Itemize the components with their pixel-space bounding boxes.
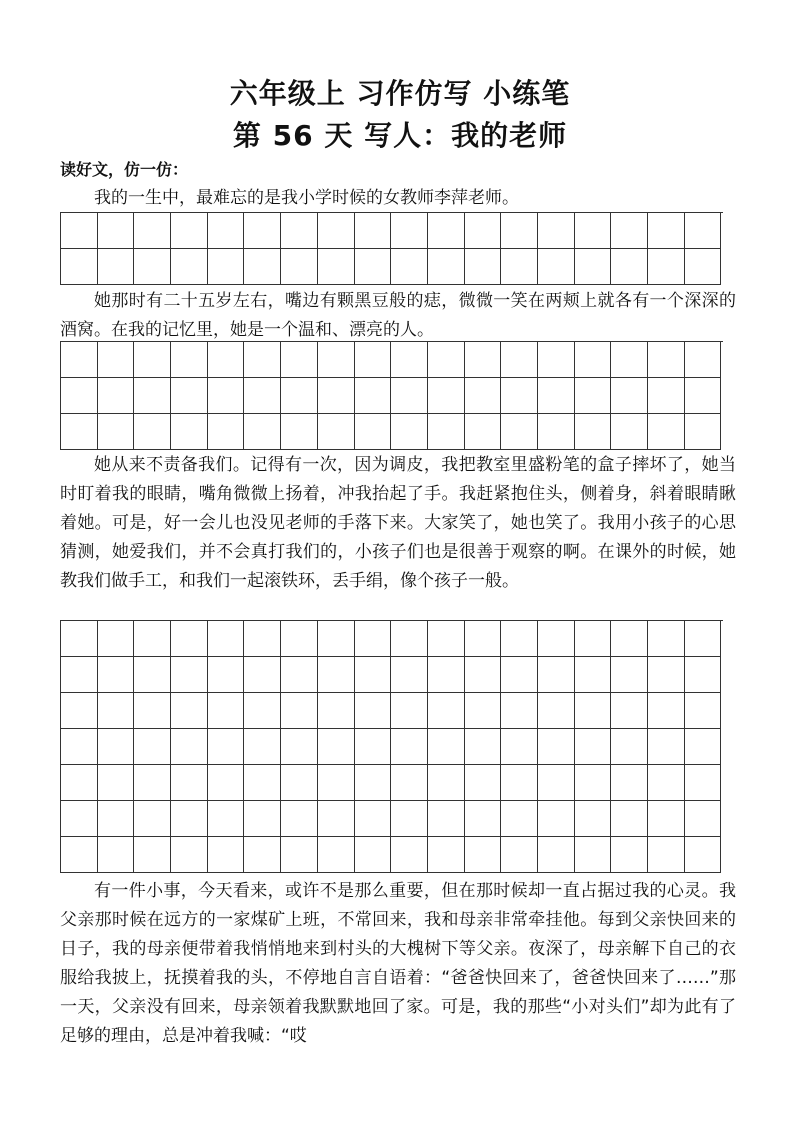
grid-cell[interactable] <box>575 213 612 249</box>
grid-cell[interactable] <box>685 693 722 729</box>
grid-cell[interactable] <box>575 765 612 801</box>
grid-cell[interactable] <box>538 621 575 657</box>
grid-cell[interactable] <box>685 657 722 693</box>
grid-cell[interactable] <box>355 657 392 693</box>
grid-cell[interactable] <box>685 801 722 837</box>
grid-cell[interactable] <box>428 213 465 249</box>
grid-cell[interactable] <box>244 765 281 801</box>
worksheet-title: 六年级上 习作仿写 小练笔 <box>229 77 571 110</box>
grid-cell[interactable] <box>648 693 685 729</box>
grid-cell[interactable] <box>134 249 171 285</box>
writing-grid-2[interactable] <box>60 341 723 450</box>
grid-cell[interactable] <box>501 414 538 450</box>
grid-cell[interactable] <box>648 249 685 285</box>
grid-cell[interactable] <box>134 657 171 693</box>
grid-cell[interactable] <box>318 213 355 249</box>
grid-cell[interactable] <box>611 378 648 414</box>
grid-cell[interactable] <box>501 657 538 693</box>
grid-cell[interactable] <box>391 414 428 450</box>
grid-cell[interactable] <box>318 342 355 378</box>
grid-cell[interactable] <box>538 414 575 450</box>
grid-cell[interactable] <box>501 693 538 729</box>
grid-cell[interactable] <box>465 213 502 249</box>
grid-cell[interactable] <box>391 378 428 414</box>
grid-cell[interactable] <box>61 621 98 657</box>
grid-cell[interactable] <box>355 213 392 249</box>
grid-cell[interactable] <box>171 249 208 285</box>
grid-cell[interactable] <box>391 249 428 285</box>
grid-cell[interactable] <box>244 801 281 837</box>
grid-cell[interactable] <box>391 837 428 873</box>
grid-cell[interactable] <box>134 342 171 378</box>
grid-cell[interactable] <box>648 342 685 378</box>
grid-cell[interactable] <box>465 414 502 450</box>
grid-cell[interactable] <box>428 342 465 378</box>
grid-cell[interactable] <box>611 414 648 450</box>
grid-cell[interactable] <box>391 213 428 249</box>
grid-cell[interactable] <box>281 801 318 837</box>
grid-cell[interactable] <box>134 621 171 657</box>
grid-cell[interactable] <box>355 693 392 729</box>
grid-cell[interactable] <box>281 342 318 378</box>
grid-cell[interactable] <box>648 378 685 414</box>
paragraph-2: 她那时有二十五岁左右，嘴边有颗黑豆般的痣，微微一笑在两颊上就各有一个深深的酒窝。在我的记忆里，她是一个温和、漂亮的人。 <box>60 291 736 340</box>
grid-cell[interactable] <box>355 837 392 873</box>
grid-cell[interactable] <box>648 414 685 450</box>
grid-cell[interactable] <box>134 837 171 873</box>
grid-cell[interactable] <box>171 213 208 249</box>
grid-cell[interactable] <box>281 414 318 450</box>
paragraph-1: 我的一生中，最难忘的是我小学时候的女教师李萍老师。 <box>94 188 519 208</box>
grid-cell[interactable] <box>98 657 135 693</box>
grid-cell[interactable] <box>428 657 465 693</box>
grid-cell[interactable] <box>575 801 612 837</box>
grid-cell[interactable] <box>611 693 648 729</box>
grid-cell[interactable] <box>134 693 171 729</box>
grid-cell[interactable] <box>171 657 208 693</box>
grid-cell[interactable] <box>501 213 538 249</box>
grid-cell[interactable] <box>208 837 245 873</box>
grid-cell[interactable] <box>465 765 502 801</box>
writing-grid-3[interactable] <box>60 620 723 873</box>
grid-cell[interactable] <box>685 414 722 450</box>
grid-cell[interactable] <box>465 378 502 414</box>
grid-cell[interactable] <box>98 378 135 414</box>
grid-cell[interactable] <box>281 765 318 801</box>
grid-cell[interactable] <box>501 801 538 837</box>
grid-cell[interactable] <box>171 801 208 837</box>
grid-cell[interactable] <box>611 729 648 765</box>
grid-cell[interactable] <box>281 621 318 657</box>
grid-cell[interactable] <box>98 621 135 657</box>
grid-cell[interactable] <box>318 414 355 450</box>
grid-cell[interactable] <box>61 729 98 765</box>
grid-cell[interactable] <box>318 621 355 657</box>
grid-cell[interactable] <box>575 342 612 378</box>
paragraph-3: 她从来不责备我们。记得有一次，因为调皮，我把教室里盛粉笔的盒子摔坏了，她当时盯着我的眼睛，嘴角微微上扬着，冲我抬起了手。我赶紧抱住头，侧着身，斜着眼睛瞅着她。可是，好一会儿也没见老师的手落下来。大家笑了，她也笑了。我用小孩子的心思猜测，她爱我们，并不会真打我们的，小孩子们也是很善于观察的啊。在课外的时候，她教我们做手工，和我们一起滚铁环，丢手绢，像个孩子一般。 <box>60 455 736 591</box>
grid-cell[interactable] <box>281 213 318 249</box>
grid-cell[interactable] <box>244 729 281 765</box>
grid-cell[interactable] <box>61 342 98 378</box>
grid-cell[interactable] <box>648 621 685 657</box>
grid-cell[interactable] <box>538 249 575 285</box>
grid-cell[interactable] <box>538 801 575 837</box>
grid-cell[interactable] <box>281 378 318 414</box>
grid-cell[interactable] <box>98 249 135 285</box>
grid-cell[interactable] <box>318 801 355 837</box>
grid-cell[interactable] <box>98 414 135 450</box>
grid-cell[interactable] <box>428 765 465 801</box>
grid-cell[interactable] <box>171 414 208 450</box>
grid-cell[interactable] <box>318 729 355 765</box>
grid-cell[interactable] <box>391 342 428 378</box>
grid-cell[interactable] <box>538 378 575 414</box>
grid-cell[interactable] <box>685 249 722 285</box>
grid-cell[interactable] <box>575 414 612 450</box>
grid-cell[interactable] <box>171 837 208 873</box>
grid-cell[interactable] <box>134 729 171 765</box>
grid-cell[interactable] <box>355 378 392 414</box>
grid-cell[interactable] <box>501 342 538 378</box>
grid-cell[interactable] <box>465 249 502 285</box>
grid-cell[interactable] <box>355 249 392 285</box>
grid-cell[interactable] <box>575 249 612 285</box>
grid-cell[interactable] <box>281 729 318 765</box>
grid-cell[interactable] <box>134 414 171 450</box>
grid-cell[interactable] <box>538 342 575 378</box>
grid-cell[interactable] <box>428 693 465 729</box>
grid-cell[interactable] <box>61 213 98 249</box>
grid-cell[interactable] <box>171 378 208 414</box>
grid-cell[interactable] <box>61 414 98 450</box>
section-label: 读好文，仿一仿： <box>60 160 189 179</box>
grid-cell[interactable] <box>611 342 648 378</box>
grid-cell[interactable] <box>501 249 538 285</box>
grid-cell[interactable] <box>208 213 245 249</box>
grid-cell[interactable] <box>244 837 281 873</box>
grid-cell[interactable] <box>648 837 685 873</box>
grid-cell[interactable] <box>611 765 648 801</box>
grid-cell[interactable] <box>244 621 281 657</box>
grid-cell[interactable] <box>501 729 538 765</box>
grid-cell[interactable] <box>501 621 538 657</box>
grid-cell[interactable] <box>428 801 465 837</box>
grid-cell[interactable] <box>61 837 98 873</box>
grid-cell[interactable] <box>61 693 98 729</box>
grid-cell[interactable] <box>391 621 428 657</box>
grid-cell[interactable] <box>244 378 281 414</box>
grid-cell[interactable] <box>134 765 171 801</box>
grid-cell[interactable] <box>685 621 722 657</box>
grid-cell[interactable] <box>61 657 98 693</box>
grid-cell[interactable] <box>465 801 502 837</box>
grid-cell[interactable] <box>355 342 392 378</box>
grid-cell[interactable] <box>465 621 502 657</box>
grid-cell[interactable] <box>465 837 502 873</box>
grid-cell[interactable] <box>465 657 502 693</box>
grid-cell[interactable] <box>355 801 392 837</box>
grid-cell[interactable] <box>648 213 685 249</box>
grid-cell[interactable] <box>465 342 502 378</box>
grid-cell[interactable] <box>465 729 502 765</box>
grid-cell[interactable] <box>538 729 575 765</box>
writing-grid-1[interactable] <box>60 212 723 285</box>
grid-cell[interactable] <box>208 693 245 729</box>
grid-cell[interactable] <box>318 657 355 693</box>
grid-cell[interactable] <box>538 837 575 873</box>
grid-cell[interactable] <box>611 657 648 693</box>
grid-cell[interactable] <box>244 693 281 729</box>
grid-cell[interactable] <box>98 765 135 801</box>
grid-cell[interactable] <box>611 621 648 657</box>
grid-cell[interactable] <box>281 837 318 873</box>
grid-cell[interactable] <box>98 837 135 873</box>
grid-cell[interactable] <box>391 801 428 837</box>
grid-cell[interactable] <box>98 693 135 729</box>
grid-cell[interactable] <box>171 729 208 765</box>
grid-cell[interactable] <box>244 414 281 450</box>
grid-cell[interactable] <box>428 414 465 450</box>
grid-cell[interactable] <box>208 378 245 414</box>
grid-cell[interactable] <box>685 342 722 378</box>
grid-cell[interactable] <box>208 801 245 837</box>
grid-cell[interactable] <box>428 378 465 414</box>
grid-cell[interactable] <box>465 693 502 729</box>
grid-cell[interactable] <box>98 729 135 765</box>
grid-cell[interactable] <box>318 693 355 729</box>
grid-cell[interactable] <box>98 342 135 378</box>
grid-cell[interactable] <box>391 765 428 801</box>
grid-cell[interactable] <box>355 414 392 450</box>
grid-cell[interactable] <box>208 657 245 693</box>
grid-cell[interactable] <box>171 765 208 801</box>
grid-cell[interactable] <box>685 378 722 414</box>
grid-cell[interactable] <box>61 378 98 414</box>
grid-cell[interactable] <box>244 342 281 378</box>
grid-cell[interactable] <box>281 657 318 693</box>
grid-cell[interactable] <box>98 213 135 249</box>
grid-cell[interactable] <box>648 657 685 693</box>
grid-cell[interactable] <box>391 657 428 693</box>
grid-cell[interactable] <box>244 249 281 285</box>
grid-cell[interactable] <box>428 249 465 285</box>
grid-cell[interactable] <box>318 249 355 285</box>
paragraph-4: 有一件小事，今天看来，或许不是那么重要，但在那时候却一直占据过我的心灵。我父亲那时候在远方的一家煤矿上班，不常回来，我和母亲非常牵挂他。每到父亲快回来的日子，我的母亲便带着我悄悄地来到村头的大槐树下等父亲。夜深了，母亲解下自己的衣服给我披上，抚摸着我的头，不停地自言自语着：“爸爸快回来了，爸爸快回来了……”那一天，父亲没有回来，母亲领着我默默地回了家。可是，我的那些“小对头们”却为此有了足够的理由，总是冲着我喊：“哎 <box>60 881 736 1046</box>
grid-cell[interactable] <box>648 729 685 765</box>
grid-cell[interactable] <box>611 801 648 837</box>
grid-cell[interactable] <box>428 621 465 657</box>
grid-cell[interactable] <box>501 378 538 414</box>
grid-cell[interactable] <box>61 765 98 801</box>
grid-cell[interactable] <box>611 837 648 873</box>
grid-cell[interactable] <box>171 342 208 378</box>
grid-cell[interactable] <box>244 213 281 249</box>
grid-cell[interactable] <box>355 621 392 657</box>
grid-cell[interactable] <box>61 249 98 285</box>
grid-cell[interactable] <box>501 837 538 873</box>
grid-cell[interactable] <box>134 213 171 249</box>
grid-cell[interactable] <box>575 657 612 693</box>
grid-cell[interactable] <box>611 249 648 285</box>
grid-cell[interactable] <box>685 213 722 249</box>
grid-cell[interactable] <box>501 765 538 801</box>
grid-cell[interactable] <box>355 729 392 765</box>
grid-cell[interactable] <box>428 729 465 765</box>
grid-cell[interactable] <box>61 801 98 837</box>
grid-cell[interactable] <box>208 765 245 801</box>
grid-cell[interactable] <box>391 693 428 729</box>
grid-cell[interactable] <box>611 213 648 249</box>
grid-cell[interactable] <box>575 837 612 873</box>
grid-cell[interactable] <box>685 729 722 765</box>
grid-cell[interactable] <box>281 693 318 729</box>
grid-cell[interactable] <box>355 765 392 801</box>
grid-cell[interactable] <box>318 378 355 414</box>
grid-cell[interactable] <box>208 414 245 450</box>
grid-cell[interactable] <box>134 801 171 837</box>
grid-cell[interactable] <box>134 378 171 414</box>
grid-cell[interactable] <box>318 837 355 873</box>
grid-cell[interactable] <box>318 765 355 801</box>
grid-cell[interactable] <box>171 693 208 729</box>
grid-cell[interactable] <box>208 342 245 378</box>
grid-cell[interactable] <box>428 837 465 873</box>
grid-cell[interactable] <box>538 693 575 729</box>
grid-cell[interactable] <box>648 765 685 801</box>
grid-cell[interactable] <box>685 837 722 873</box>
grid-cell[interactable] <box>208 621 245 657</box>
grid-cell[interactable] <box>648 801 685 837</box>
grid-cell[interactable] <box>575 729 612 765</box>
grid-cell[interactable] <box>208 249 245 285</box>
grid-cell[interactable] <box>171 621 208 657</box>
grid-cell[interactable] <box>575 693 612 729</box>
grid-cell[interactable] <box>98 801 135 837</box>
grid-cell[interactable] <box>208 729 245 765</box>
grid-cell[interactable] <box>538 213 575 249</box>
grid-cell[interactable] <box>575 378 612 414</box>
grid-cell[interactable] <box>391 729 428 765</box>
grid-cell[interactable] <box>281 249 318 285</box>
grid-cell[interactable] <box>244 657 281 693</box>
grid-cell[interactable] <box>575 621 612 657</box>
grid-cell[interactable] <box>538 765 575 801</box>
grid-cell[interactable] <box>685 765 722 801</box>
lesson-title: 第 56 天 写人：我的老师 <box>232 119 568 152</box>
grid-cell[interactable] <box>538 657 575 693</box>
